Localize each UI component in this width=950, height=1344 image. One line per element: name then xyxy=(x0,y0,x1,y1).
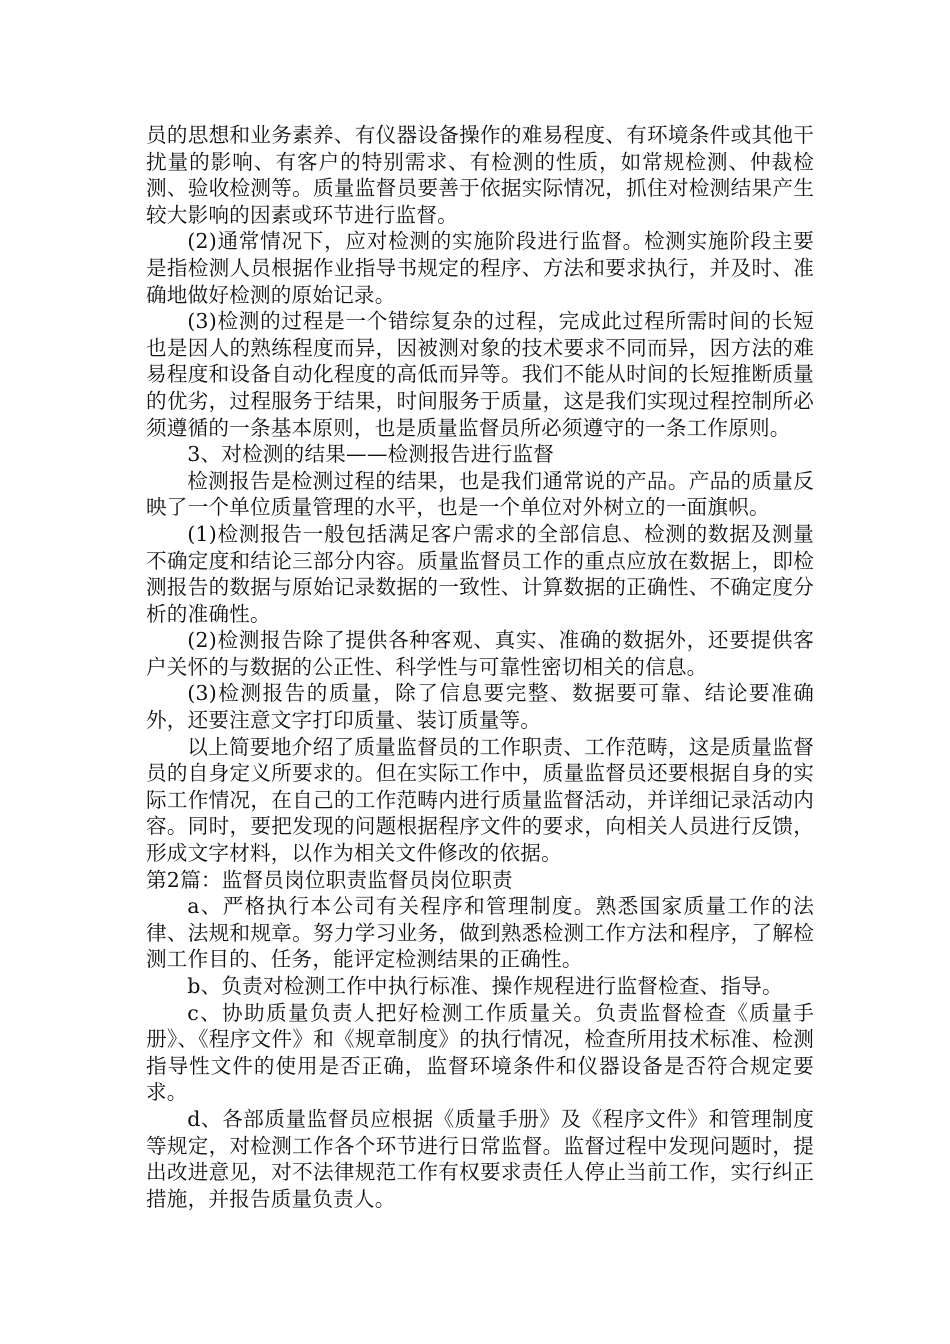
document-body xyxy=(146,122,814,1212)
duty-item-b: b、负责对检测工作中执行标准、操作规程进行监督检查、指导。 xyxy=(187,974,783,998)
paragraph-summary: 以上简要地介绍了质量监督员的工作职责、工作范畴，这是质量监督员的自身定义所要求的。但在实际工作中，质量监督员还要根据自身的实际工作情况，在自己的工作范畴内进行质量监督活动，并详细记录活动内容。同时，要把发现的问题根据程序文件的要求，向相关人员进行反馈，形成文字材料，以作为相关文件修改的依据。 xyxy=(146,734,814,866)
paragraph-report-intro: 检测报告是检测过程的结果，也是我们通常说的产品。产品的质量反映了一个单位质量管理的水平，也是一个单位对外树立的一面旗帜。 xyxy=(146,468,814,520)
paragraph-monitoring-3: (3)检测的过程是一个错综复杂的过程，完成此过程所需时间的长短也是因人的熟练程度而异，因被测对象的技术要求不同而异，因方法的难易程度和设备自动化程度的高低而异等。我们不能从时间的长短推断质量的优劣，过程服务于结果，时间服务于质量，这是我们实现过程控制所必须遵循的一条基本原则，也是质量监督员所必须遵守的一条工作原则。 xyxy=(146,309,814,440)
paragraph-continuation: 员的思想和业务素养、有仪器设备操作的难易程度、有环境条件或其他干扰量的影响、有客户的特别需求、有检测的性质，如常规检测、仲裁检测、验收检测等。质量监督员要善于依据实际情况，抓住对检测结果产生较大影响的因素或环节进行监督。 xyxy=(146,123,814,227)
duty-item-a: a、严格执行本公司有关程序和管理制度。熟悉国家质量工作的法律、法规和规章。努力学习业务，做到熟悉检测工作方法和程序，了解检测工作目的、任务，能评定检测结果的正确性。 xyxy=(146,894,814,972)
duty-item-c: c、协助质量负责人把好检测工作质量关。负责监督检查《质量手册》、《程序文件》和《规章制度》的执行情况，检查所用技术标准、检测指导性文件的使用是否正确，监督环境条件和仪器设备是否符合规定要求。 xyxy=(146,1000,814,1105)
paragraph-report-3: (3)检测报告的质量，除了信息要完整、数据要可靠、结论要准确外，还要注意文字打印质量、装订质量等。 xyxy=(146,681,814,733)
duty-item-d: d、各部质量监督员应根据《质量手册》及《程序文件》和管理制度等规定，对检测工作各个环节进行日常监督。监督过程中发现问题时，提出改进意见，对不法律规范工作有权要求责任人停止当前工作，实行纠正措施，并报告质量负责人。 xyxy=(146,1106,814,1211)
chapter-title: 第2篇：监督员岗位职责监督员岗位职责 xyxy=(146,867,513,892)
paragraph-report-1: (1)检测报告一般包括满足客户需求的全部信息、检测的数据及测量不确定度和结论三部分内容。质量监督员工作的重点应放在数据上，即检测报告的数据与原始记录数据的一致性、计算数据的正确性、不确定度分析的准确性。 xyxy=(146,521,814,626)
paragraph-monitoring-2: (2)通常情况下，应对检测的实施阶段进行监督。检测实施阶段主要是指检测人员根据作业指导书规定的程序、方法和要求执行，并及时、准确地做好检测的原始记录。 xyxy=(146,229,814,307)
section-heading-3: 3、对检测的结果——检测报告进行监督 xyxy=(187,442,554,467)
paragraph-report-2: (2)检测报告除了提供各种客观、真实、准确的数据外，还要提供客户关怀的与数据的公正性、科学性与可靠性密切相关的信息。 xyxy=(146,628,814,679)
